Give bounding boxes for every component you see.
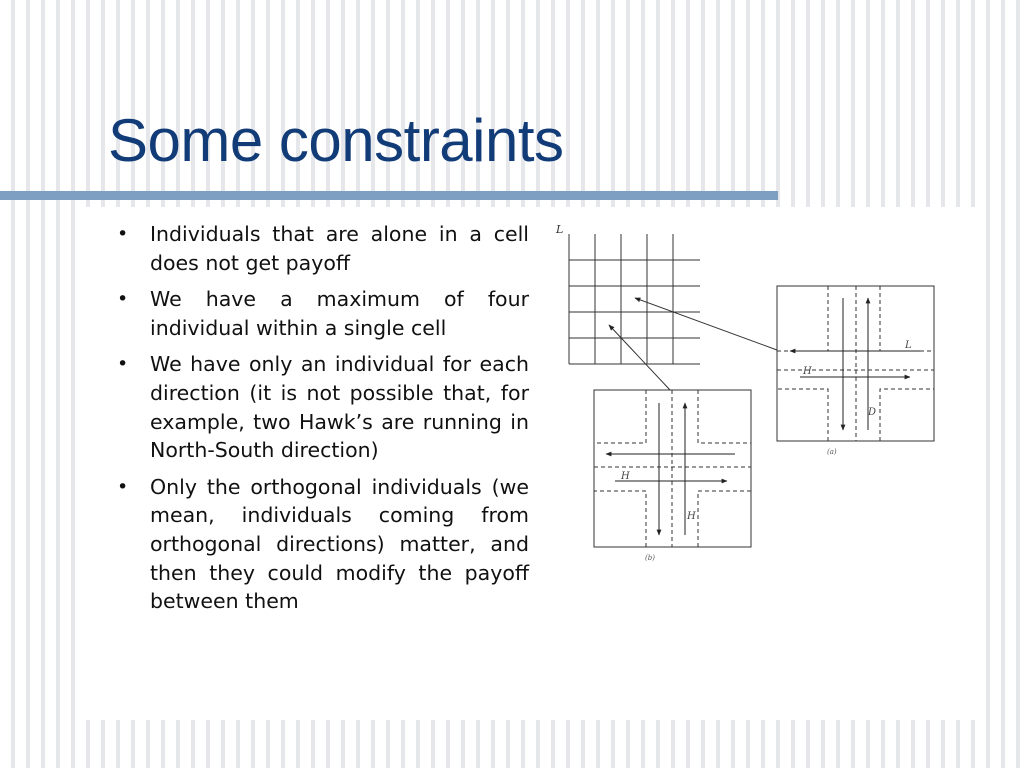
cell-a-label-h: H [803,366,812,377]
cell-a [777,286,934,456]
bullet-icon: • [117,288,129,311]
cell-a-label-l: L [905,340,912,351]
bullet-icon: • [117,475,129,498]
pointer-line-b [609,325,670,390]
grid-label: L [556,223,564,236]
cell-a-caption: (a) [827,448,837,456]
bullet-item [113,350,529,464]
bullet-item [113,220,529,277]
slide-title: Some constraints [108,107,564,174]
bullet-list [113,220,529,624]
lattice-figure [548,215,948,575]
bullet-item [113,285,529,342]
cell-b [594,390,751,562]
title-underline [0,191,778,200]
cell-b-label-h1: H [621,471,630,482]
cell-b-caption: (b) [645,554,655,562]
bullet-icon: • [117,353,129,376]
cell-b-label-h2: H [687,511,696,522]
bullet-text: Only the orthogonal individuals (we mean, individuals coming from orthogonal directions) matter, and then they could modify the payoff between them [150,474,529,614]
bullet-icon: • [117,223,129,245]
lattice-grid [569,234,700,364]
bullet-text: Individuals that are alone in a cell does not get payoff [150,222,529,275]
pointer-line-a [635,298,777,350]
bullet-text: We have only an individual for each direction (it is not possible that, for example, two Hawk’s are running in North-South direction) [150,352,529,463]
cell-a-label-d: D [868,407,877,418]
bullet-text: We have a maximum of four individual within a single cell [150,287,529,340]
bullet-item [113,473,529,616]
